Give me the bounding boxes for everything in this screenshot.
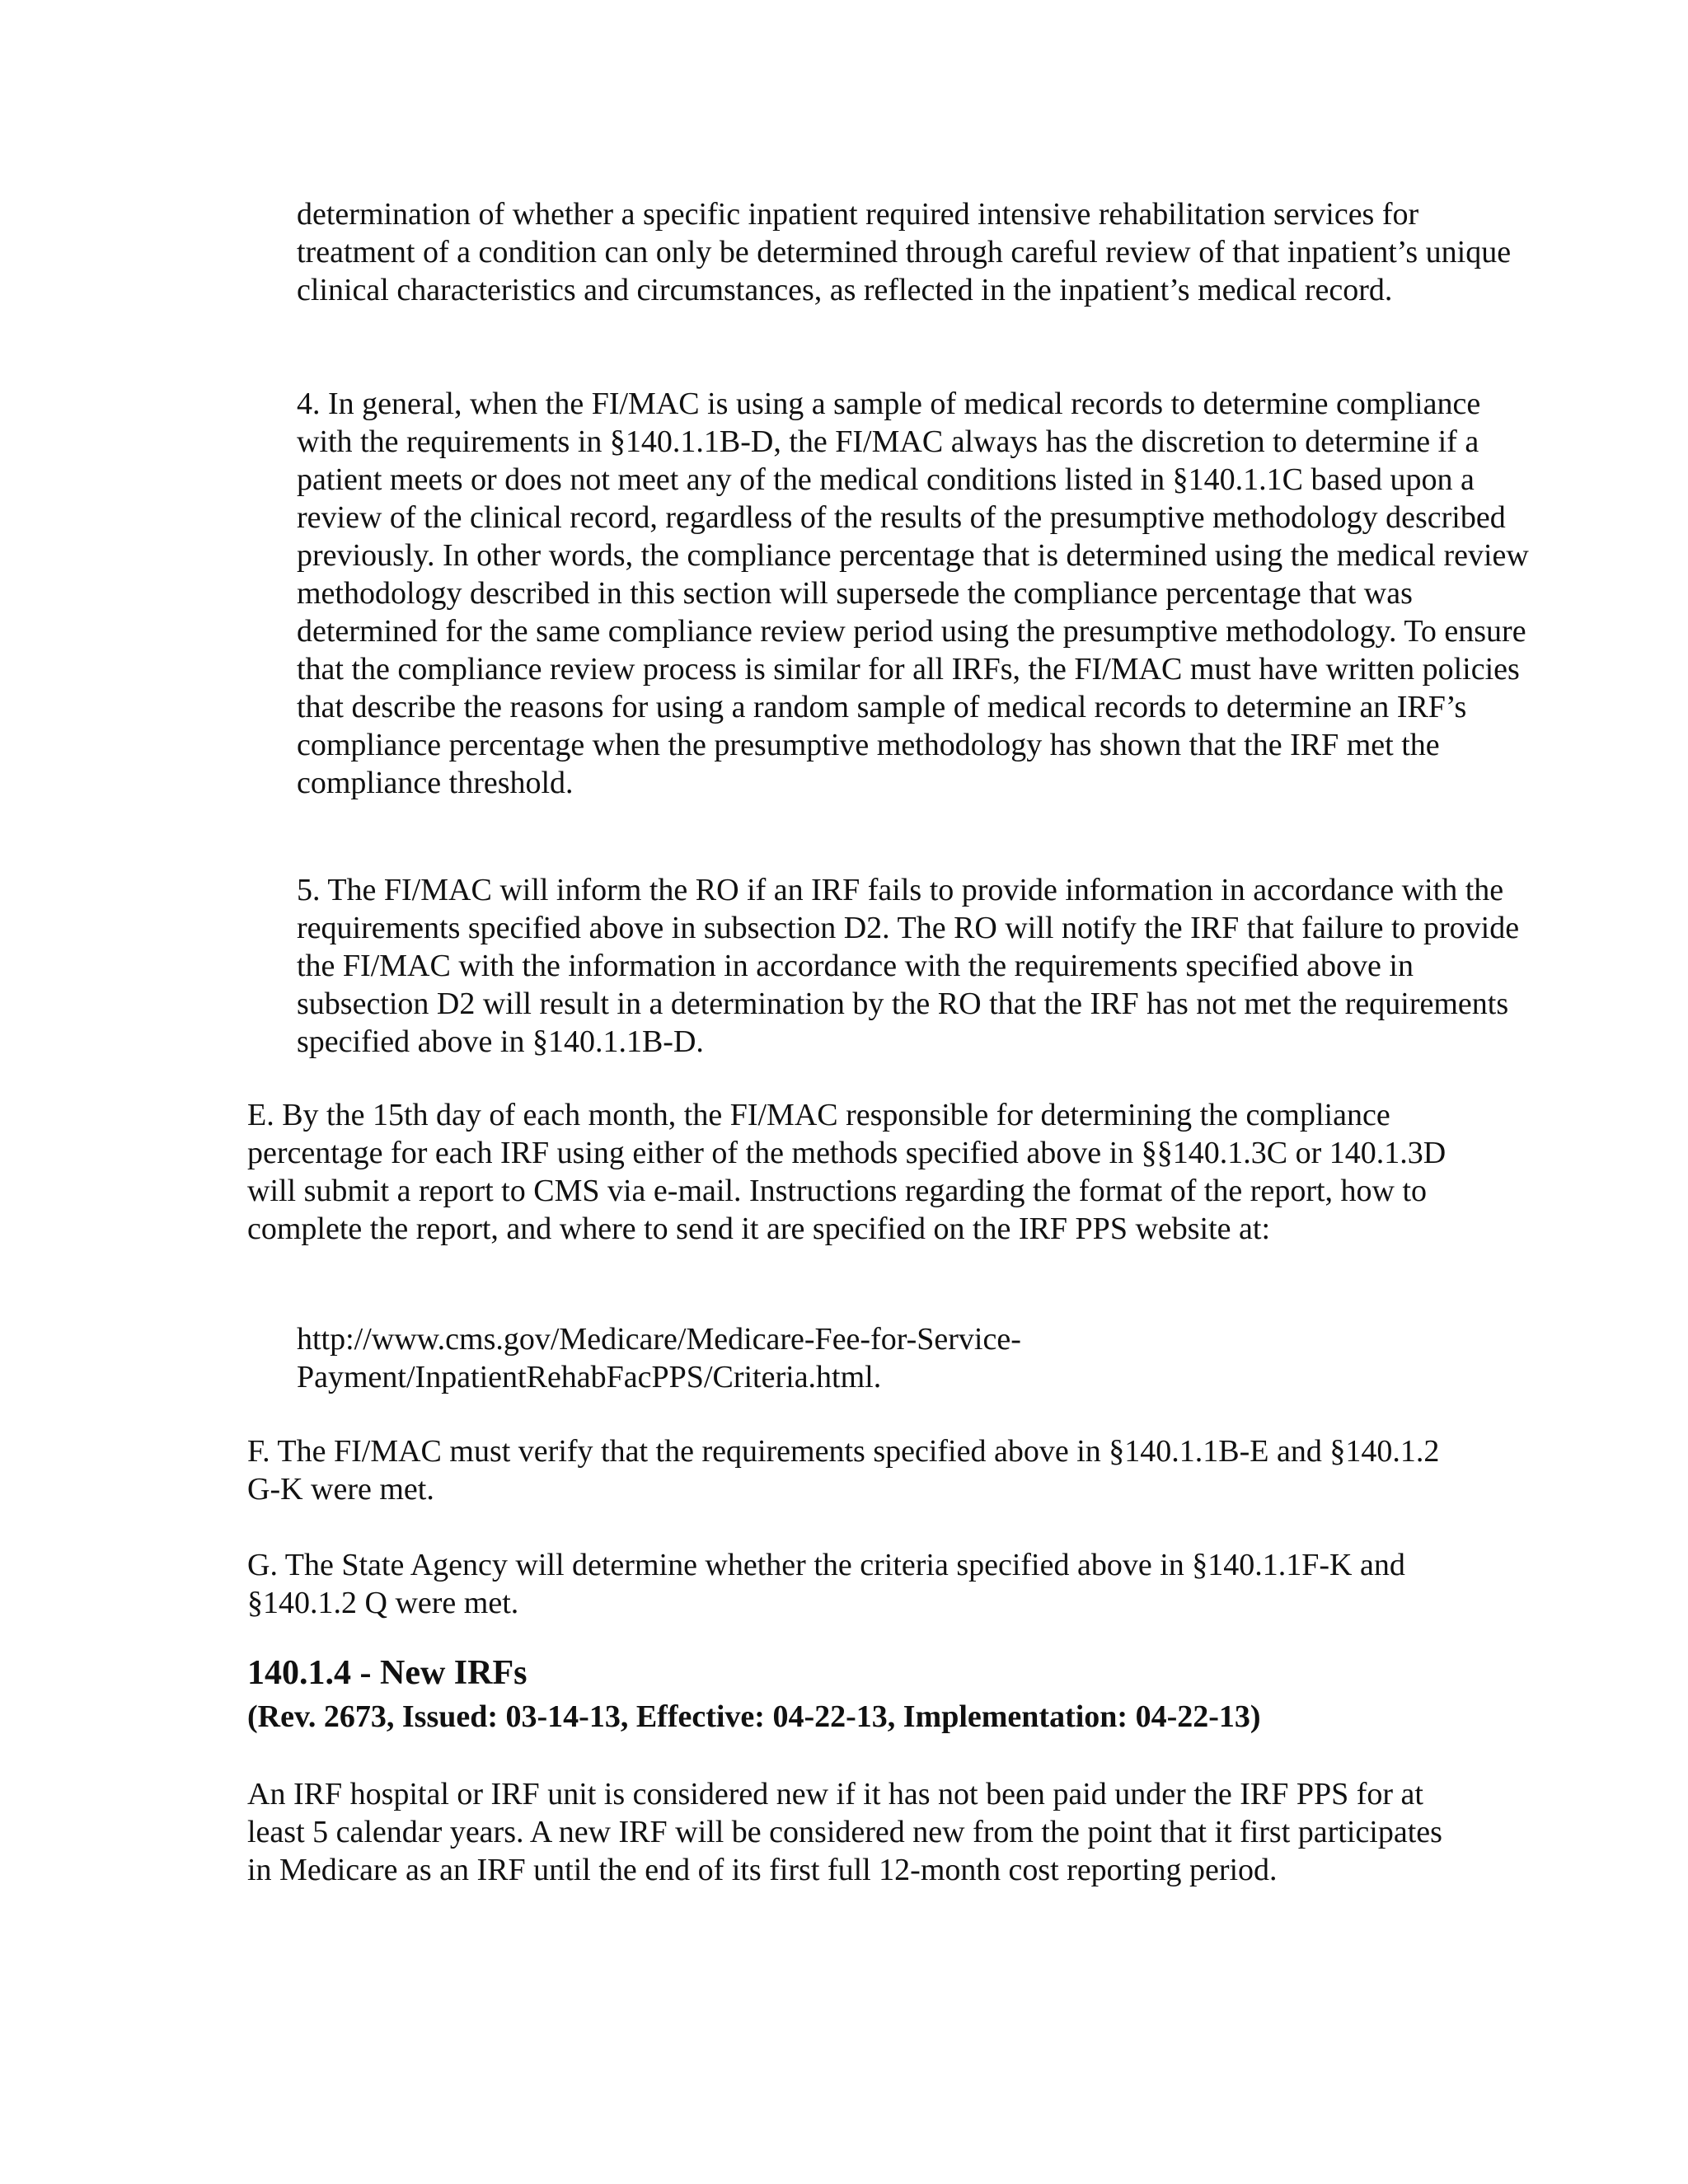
paragraph-e: E. By the 15th day of each month, the FI/MAC responsible for determining the compliance percentage for each IRF using either of the methods specified above in §§140.1.3C or 140.1.3D will submit a report to CMS via e-mail. Instructions regarding the format of the report, how to complete the report, and where to send it are specified on the IRF PPS website at: <box>247 1098 1447 1246</box>
paragraph-item-5: 5. The FI/MAC will inform the RO if an IRF fails to provide information in accordance with the requirements specified above in subsection D2. The RO will notify the IRF that failure to provide the FI/MAC with the information in accordance with the requirements specified above in subsection D2 will result in a determination by the RO that the IRF has not met the requirements specified above in §140.1.1B-D. <box>297 873 1520 1059</box>
paragraph-item-4: 4. In general, when the FI/MAC is using a sample of medical records to determine compliance with the requirements in §140.1.1B-D, the FI/MAC always has the discretion to determine if a patient meets or does not meet any of the medical conditions listed in §140.1.1C based upon a review of the clinical record, regardless of the results of the presumptive methodology described previously. In other words, the compliance percentage that is determined using the medical review methodology described in this section will supersede the compliance percentage that was determined for the same compliance review period using the presumptive methodology. To ensure that the compliance review process is similar for all IRFs, the FI/MAC must have written policies that describe the reasons for using a random sample of medical records to determine an IRF’s compliance percentage when the presumptive methodology has shown that the IRF met the compliance threshold. <box>297 387 1529 800</box>
paragraph-new-irfs: An IRF hospital or IRF unit is considered new if it has not been paid under the IRF PPS for at least 5 calendar years. A new IRF will be considered new from the point that it first participates in Medicare as an IRF until the end of its first full 12-month cost reporting period. <box>247 1777 1442 1887</box>
url-line-2: Payment/InpatientRehabFacPPS/Criteria.html. <box>297 1360 882 1394</box>
paragraph-g: G. The State Agency will determine whether the criteria specified above in §140.1.1F-K and §140.1.2 Q were met. <box>247 1548 1405 1620</box>
paragraph-f: F. The FI/MAC must verify that the requirements specified above in §140.1.1B-E and §140.1.2 G-K were met. <box>247 1434 1440 1507</box>
section-revision: (Rev. 2673, Issued: 03-14-13, Effective: 04-22-13, Implementation: 04-22-13) <box>247 1699 1261 1734</box>
section-heading: 140.1.4 - New IRFs <box>247 1654 528 1692</box>
criteria-url[interactable] <box>297 1320 1533 1396</box>
url-line-1: http://www.cms.gov/Medicare/Medicare-Fee-for-Service- <box>297 1322 1021 1357</box>
paragraph-continuation: determination of whether a specific inpatient required intensive rehabilitation services for treatment of a condition can only be determined through careful review of that inpatient’s unique clinical characteristics and circumstances, as reflected in the inpatient’s medical record. <box>297 197 1512 307</box>
